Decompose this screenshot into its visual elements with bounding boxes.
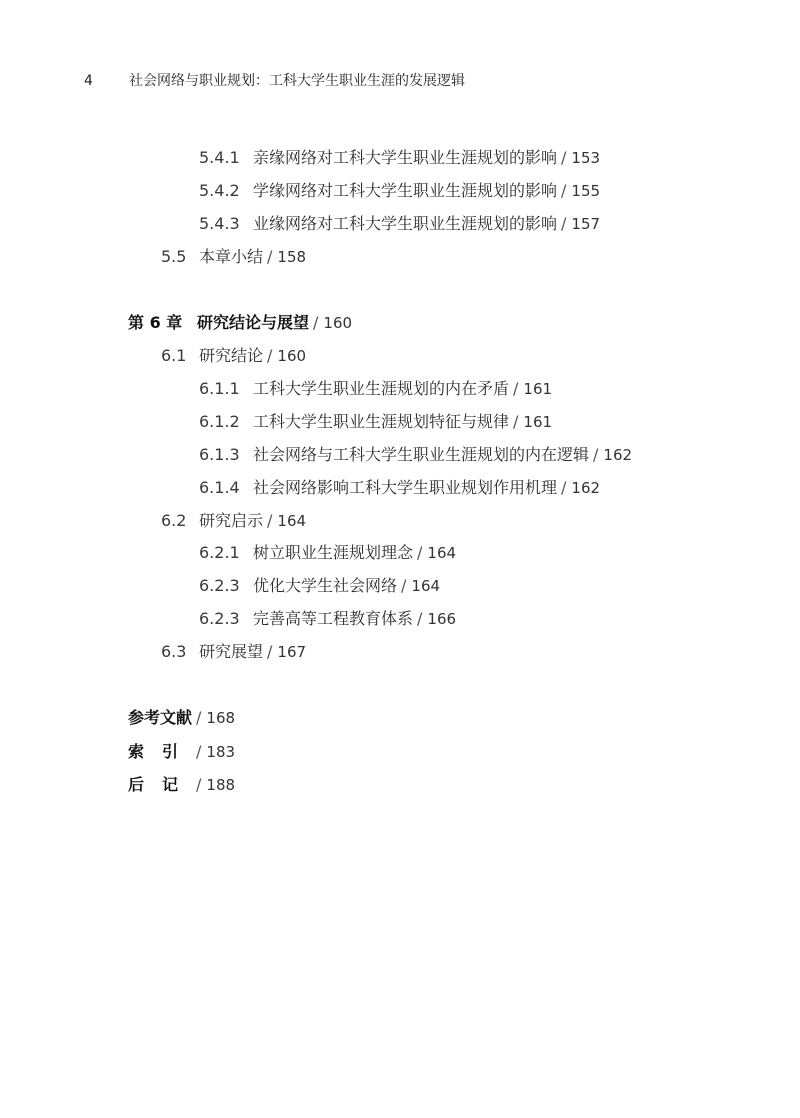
toc-separator: / xyxy=(561,181,567,200)
toc-entry-6-2-1[interactable] xyxy=(199,541,456,565)
toc-entry-page: 166 xyxy=(427,610,457,628)
toc-entry-number: 6.2.1 xyxy=(199,543,240,562)
chapter-label: 第 6 章 xyxy=(128,313,183,332)
toc-entry-number: 6.2.3 xyxy=(199,576,240,595)
toc-separator: / xyxy=(267,642,273,661)
toc-entry-number: 6.3 xyxy=(161,642,187,661)
toc-separator: / xyxy=(513,412,519,431)
toc-entry-6-1-3[interactable] xyxy=(199,443,632,467)
toc-entry-title: 优化大学生社会网络 xyxy=(253,576,398,595)
toc-separator: / xyxy=(417,543,423,562)
toc-entry-6-2-3[interactable] xyxy=(199,607,456,631)
toc-entry-title: 研究展望 xyxy=(199,642,264,661)
backmatter-title: 后记 xyxy=(128,775,197,794)
toc-entry-page: 164 xyxy=(411,577,441,595)
toc-entry-6-1-4[interactable] xyxy=(199,476,600,500)
toc-entry-page: 161 xyxy=(523,413,553,431)
toc-entry-page: 167 xyxy=(277,643,307,661)
toc-separator: / xyxy=(196,742,202,761)
toc-afterword[interactable] xyxy=(128,773,235,797)
toc-entry-page: 162 xyxy=(603,446,633,464)
toc-entry-number: 5.5 xyxy=(161,247,187,266)
toc-separator: / xyxy=(561,214,567,233)
toc-entry-page: 161 xyxy=(523,380,553,398)
toc-entry-title: 学缘网络对工科大学生职业生涯规划的影响 xyxy=(253,181,558,200)
running-header xyxy=(0,72,800,92)
toc-separator: / xyxy=(267,346,273,365)
toc-entry-title: 工科大学生职业生涯规划的内在矛盾 xyxy=(253,379,510,398)
toc-separator: / xyxy=(196,775,202,794)
toc-entry-title: 本章小结 xyxy=(199,247,264,266)
toc-entry-title: 社会网络与工科大学生职业生涯规划的内在逻辑 xyxy=(253,445,590,464)
toc-entry-title: 社会网络影响工科大学生职业规划作用机理 xyxy=(253,478,558,497)
toc-entry-page: 155 xyxy=(571,182,601,200)
toc-entry-number: 6.1.1 xyxy=(199,379,240,398)
toc-entry-5-4-2[interactable] xyxy=(199,179,600,203)
toc-entry-title: 研究结论 xyxy=(199,346,264,365)
toc-entry-number: 6.1.2 xyxy=(199,412,240,431)
toc-entry-page: 153 xyxy=(571,149,601,167)
toc-entry-6-3[interactable] xyxy=(161,640,306,664)
toc-chapter-6[interactable] xyxy=(128,311,352,335)
toc-separator: / xyxy=(561,478,567,497)
toc-entry-title: 树立职业生涯规划理念 xyxy=(253,543,414,562)
toc-entry-6-1-2[interactable] xyxy=(199,410,552,434)
toc-entry-page: 160 xyxy=(277,347,307,365)
toc-entry-6-1-1[interactable] xyxy=(199,377,552,401)
toc-entry-6-2[interactable] xyxy=(161,509,306,533)
toc-entry-5-4-1[interactable] xyxy=(199,146,600,170)
toc-entry-number: 6.1 xyxy=(161,346,187,365)
toc-entry-title: 完善高等工程教育体系 xyxy=(253,609,414,628)
toc-separator: / xyxy=(196,708,202,727)
toc-entry-5-5[interactable] xyxy=(161,245,306,269)
toc-entry-number: 6.2.3 xyxy=(199,609,240,628)
toc-entry-6-1[interactable] xyxy=(161,344,306,368)
toc-entry-number: 6.1.3 xyxy=(199,445,240,464)
toc-entry-title: 业缘网络对工科大学生职业生涯规划的影响 xyxy=(253,214,558,233)
toc-entry-page: 162 xyxy=(571,479,601,497)
toc-entry-number: 5.4.3 xyxy=(199,214,240,233)
toc-entry-number: 6.1.4 xyxy=(199,478,240,497)
toc-entry-page: 183 xyxy=(206,743,236,761)
page-number: 4 xyxy=(84,73,93,89)
toc-entry-number: 5.4.1 xyxy=(199,148,240,167)
toc-entry-6-2-2[interactable] xyxy=(199,574,440,598)
toc-entry-number: 5.4.2 xyxy=(199,181,240,200)
backmatter-title: 索引 xyxy=(128,742,197,761)
toc-separator: / xyxy=(401,576,407,595)
running-title: 社会网络与职业规划：工科大学生职业生涯的发展逻辑 xyxy=(129,73,465,89)
toc-entry-page: 188 xyxy=(206,776,236,794)
toc-entry-number: 6.2 xyxy=(161,511,187,530)
toc-separator: / xyxy=(417,609,423,628)
chapter-title: 研究结论与展望 xyxy=(197,313,310,332)
toc-entry-page: 168 xyxy=(206,709,236,727)
toc-separator: / xyxy=(267,247,273,266)
toc-separator: / xyxy=(267,511,273,530)
toc-entry-5-4-3[interactable] xyxy=(199,212,600,236)
toc-entry-page: 157 xyxy=(571,215,601,233)
toc-separator: / xyxy=(313,313,319,332)
toc-entry-title: 亲缘网络对工科大学生职业生涯规划的影响 xyxy=(253,148,558,167)
backmatter-title: 参考文献 xyxy=(128,708,193,727)
toc-entry-page: 160 xyxy=(323,314,353,332)
toc-entry-page: 164 xyxy=(427,544,457,562)
toc-entry-title: 研究启示 xyxy=(199,511,264,530)
toc-entry-page: 164 xyxy=(277,512,307,530)
toc-separator: / xyxy=(561,148,567,167)
toc-entry-page: 158 xyxy=(277,248,307,266)
toc-entry-title: 工科大学生职业生涯规划特征与规律 xyxy=(253,412,510,431)
toc-separator: / xyxy=(513,379,519,398)
toc-references[interactable] xyxy=(128,706,235,730)
toc-index[interactable] xyxy=(128,740,235,764)
toc-separator: / xyxy=(593,445,599,464)
